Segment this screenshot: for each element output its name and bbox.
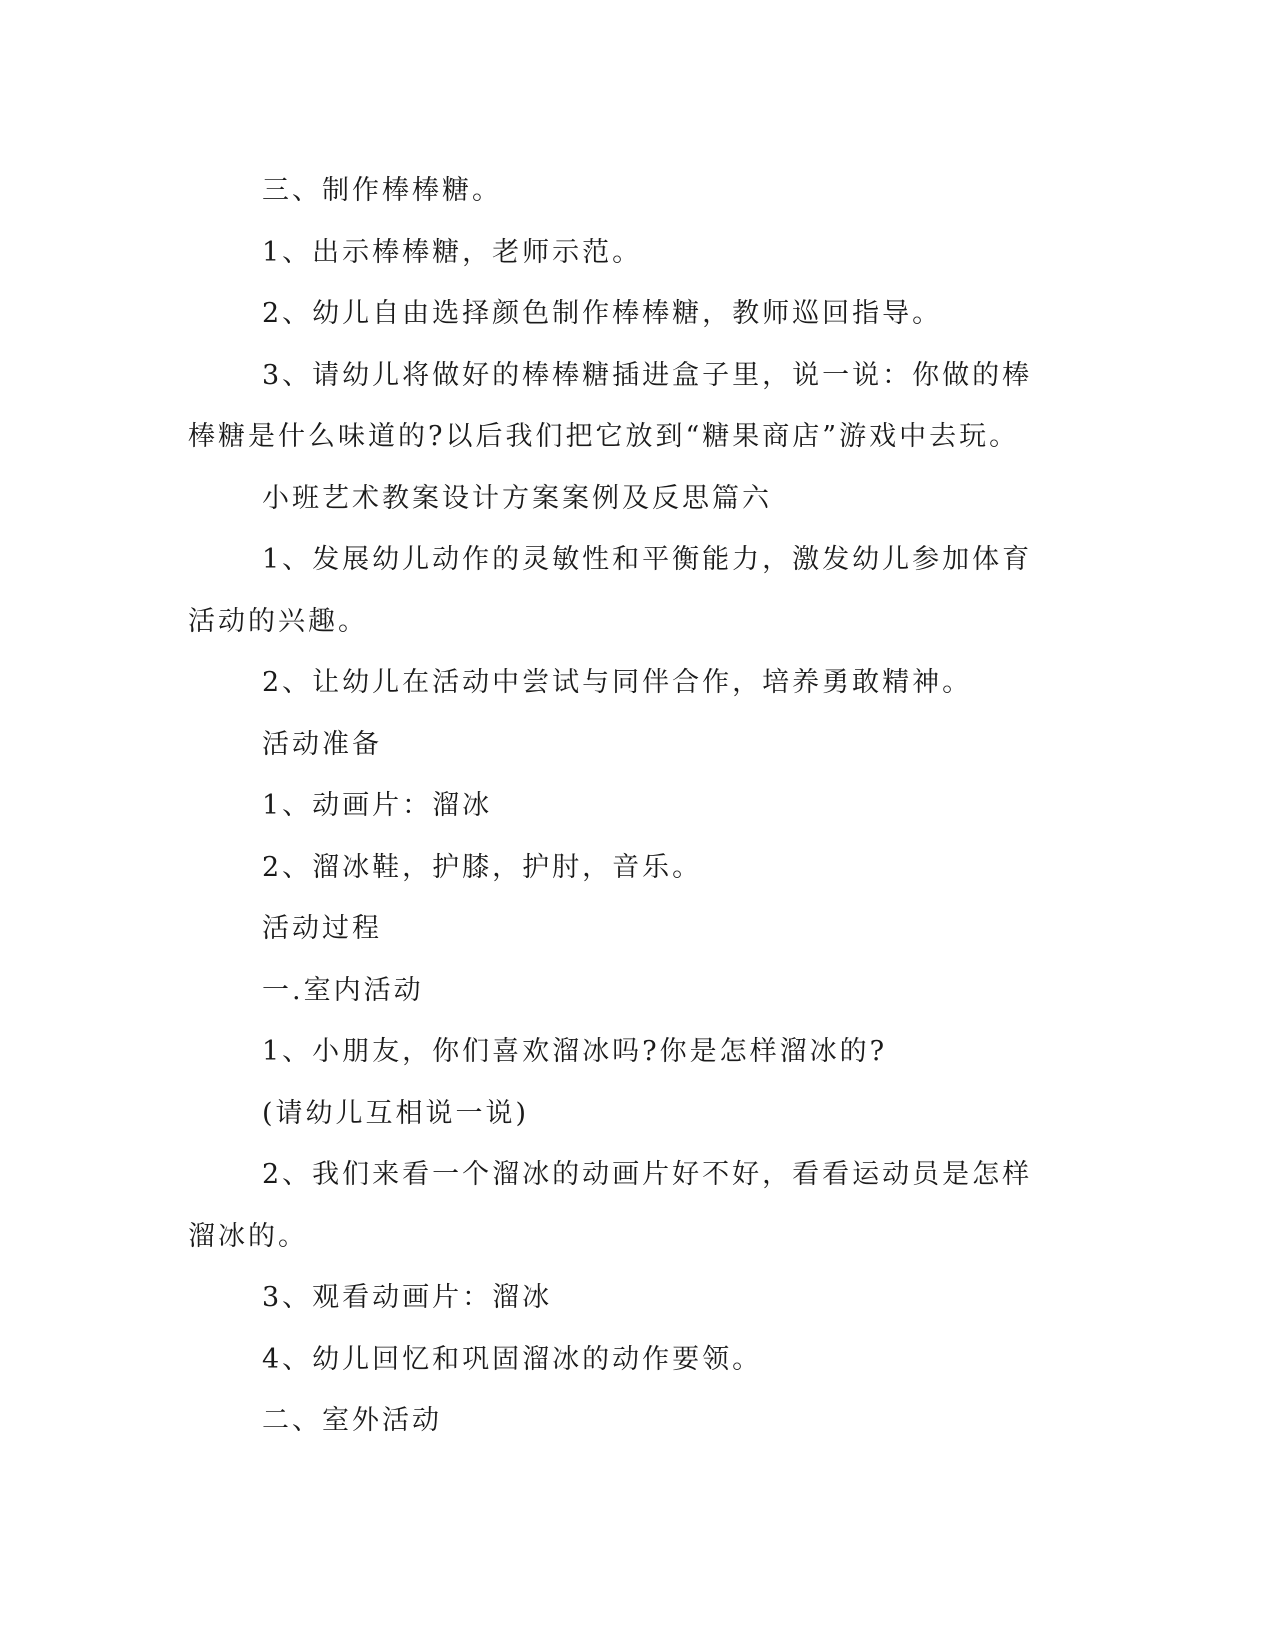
- heading-make-lollipop: 三、制作棒棒糖。: [262, 175, 502, 206]
- heading-indoor-activity: 一.室内活动: [262, 974, 424, 1006]
- heading-outdoor-activity: 二、室外活动: [262, 1405, 442, 1436]
- prep-cartoon: 1、动画片：溜冰: [262, 790, 493, 821]
- indoor-watch-cartoon: 3、观看动画片：溜冰: [262, 1282, 553, 1313]
- step-free-choose-color: 2、幼儿自由选择颜色制作棒棒糖，教师巡回指导。: [262, 298, 943, 329]
- prep-equipment: 2、溜冰鞋，护膝，护肘，音乐。: [262, 851, 703, 883]
- goal-cooperation: 2、让幼儿在活动中尝试与同伴合作，培养勇敢精神。: [262, 667, 973, 698]
- heading-activity-prep: 活动准备: [262, 728, 382, 760]
- indoor-discuss-note: (请幼儿互相说一说): [262, 1097, 530, 1129]
- indoor-question: 1、小朋友，你们喜欢溜冰吗?你是怎样溜冰的?: [262, 1036, 888, 1067]
- heading-activity-process: 活动过程: [262, 913, 382, 944]
- goal-agility-balance: 1、发展幼儿动作的灵敏性和平衡能力，激发幼儿参加体育活动的兴趣。: [188, 544, 1033, 637]
- step-insert-into-box: 3、请幼儿将做好的棒棒糖插进盒子里，说一说：你做的棒棒糖是什么味道的?以后我们把它放到“糖果商店”游戏中去玩。: [188, 359, 1033, 452]
- indoor-watch-proposal: 2、我们来看一个溜冰的动画片好不好，看看运动员是怎样溜冰的。: [188, 1159, 1033, 1252]
- step-show-lollipop: 1、出示棒棒糖，老师示范。: [262, 236, 643, 268]
- indoor-recall-essentials: 4、幼儿回忆和巩固溜冰的动作要领。: [262, 1343, 763, 1375]
- document-body: [188, 160, 1058, 1452]
- section-title-part-six: 小班艺术教案设计方案案例及反思篇六: [262, 482, 772, 514]
